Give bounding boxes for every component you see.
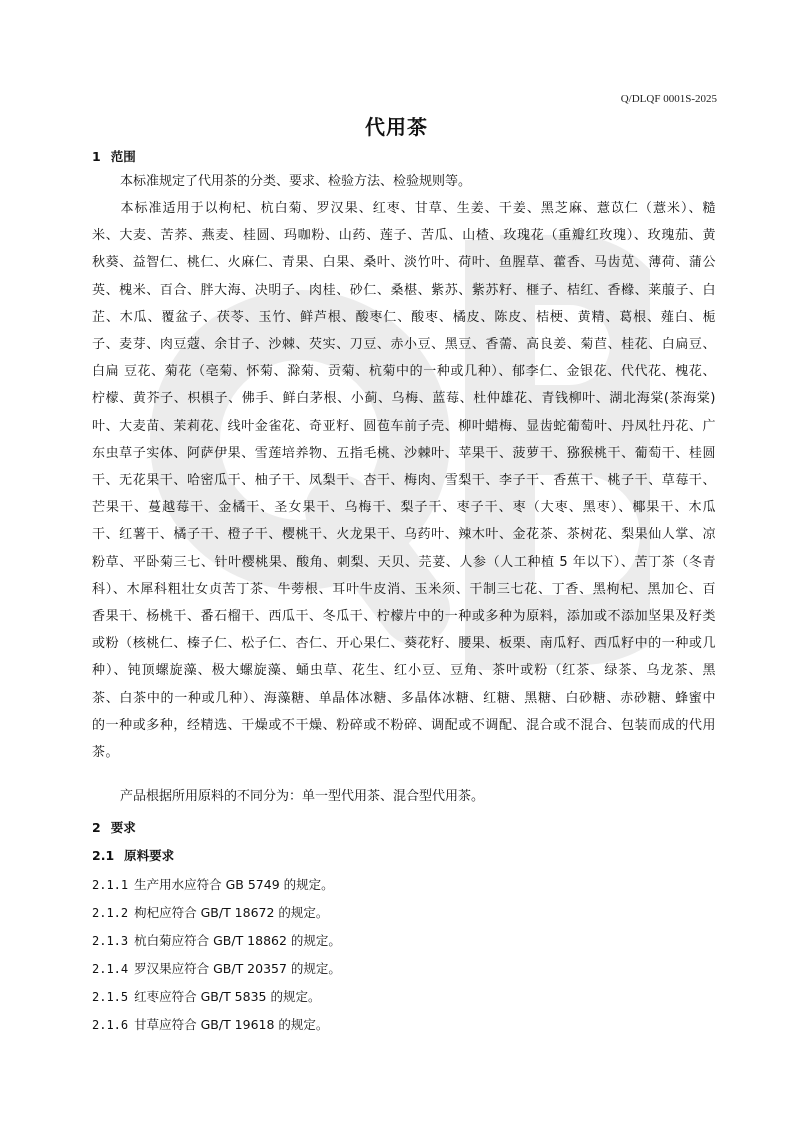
clause-item: [92, 903, 328, 921]
clause-number: 2.1.4: [92, 962, 129, 976]
clause-item: [92, 1015, 328, 1033]
clause-text: 甘草应符合 GB/T 19618 的规定。: [134, 1017, 329, 1032]
clause-text: 红枣应符合 GB/T 5835 的规定。: [134, 989, 321, 1004]
clause-text: 枸杞应符合 GB/T 18672 的规定。: [134, 905, 329, 920]
section-title: 原料要求: [124, 848, 175, 863]
clause-item: [92, 931, 341, 949]
clause-number: 2.1.6: [92, 1018, 129, 1032]
section-title: 范围: [110, 149, 136, 164]
clause-item: [92, 959, 341, 977]
section-number: 2: [92, 820, 101, 835]
clause-number: 2.1.1: [92, 878, 129, 892]
clause-number: 2.1.2: [92, 906, 129, 920]
document-title: 代用茶: [365, 115, 428, 139]
section-number: 1: [92, 149, 101, 164]
section-heading-requirements: [92, 818, 136, 836]
clause-item: [92, 987, 320, 1005]
clause-text: 生产用水应符合 GB 5749 的规定。: [134, 877, 334, 892]
clause-text: 罗汉果应符合 GB/T 20357 的规定。: [134, 961, 341, 976]
document-code: Q/DLQF 0001S-2025: [620, 93, 717, 105]
paragraph-text: 本标准规定了代用茶的分类、要求、检验方法、检验规则等。: [120, 174, 472, 189]
scope-paragraph-3: [92, 783, 716, 810]
scope-paragraph-1: [92, 168, 716, 195]
clause-text: 杭白菊应符合 GB/T 18862 的规定。: [134, 933, 341, 948]
section-title: 要求: [110, 820, 136, 835]
section-heading-raw-materials: [92, 846, 174, 864]
paragraph-text: 本标准适用于以枸杞、杭白菊、罗汉果、红枣、甘草、生姜、干姜、黑芝麻、薏苡仁（薏米）、糙米、大麦、苦荞、燕麦、桂圆、玛咖粉、山药、莲子、苦瓜、山楂、玫瑰花（重瓣红玫瑰）、玫瑰茄、黄秋葵、益智仁、桃仁、火麻仁、青果、白果、桑叶、淡竹叶、荷叶、鱼腥草、藿香、马齿苋、薄荷、蒲公英、槐米、百合、胖大海、决明子、肉桂、砂仁、桑椹、紫苏、紫苏籽、榧子、桔红、香橼、莱菔子、白芷、木瓜、覆盆子、茯苓、玉竹、鲜芦根、酸枣仁、酸枣、橘皮、陈皮、桔梗、黄精、葛根、薤白、栀子、麦芽、肉豆蔻、余甘子、沙棘、芡实、刀豆、赤小豆、黑豆、香薷、高良姜、菊苣、桂花、白扁豆、白扁 豆花、菊花（亳菊、怀菊、滁菊、贡菊、杭菊中的一种或几种）、郁李仁、金银花、代代花、槐花、柠檬、黄芥子、枳椇子、佛手、鲜白茅根、小蓟、乌梅、蓝莓、杜仲雄花、青钱柳叶、湖北海棠(茶海棠)叶、大麦苗、茉莉花、线叶金雀花、奇亚籽、圆苞车前子壳、柳叶蜡梅、显齿蛇葡萄叶、丹凤牡丹花、广东虫草子实体、阿萨伊果、雪莲培养物、五指毛桃、沙棘叶、苹果干、菠萝干、猕猴桃干、葡萄干、桂圆干、无花果干、哈密瓜干、柚子干、凤梨干、杏干、梅肉、雪梨干、李子干、香蕉干、桃子干、草莓干、芒果干、蔓越莓干、金橘干、圣女果干、乌梅干、梨子干、枣子干、枣（大枣、黑枣）、椰果干、木瓜干、红薯干、橘子干、橙子干、樱桃干、火龙果干、乌药叶、辣木叶、金花茶、茶树花、梨果仙人掌、凉粉草、平卧菊三七、针叶樱桃果、酸角、刺梨、天贝、芫荽、人参（人工种植 5 年以下）、苦丁茶（冬青科）、木犀科粗壮女贞苦丁茶、牛蒡根、耳叶牛皮消、玉米须、干制三七花、丁香、黑枸杞、黑加仑、百香果干、杨桃干、番石榴干、西瓜干、冬瓜干、柠檬片中的一种或多种为原料，添加或不添加坚果及籽类或粉（核桃仁、榛子仁、松子仁、杏仁、开心果仁、葵花籽、腰果、板栗、南瓜籽、西瓜籽中的一种或几种）、钝顶螺旋藻、极大螺旋藻、蛹虫草、花生、红小豆、豆角、茶叶或粉（红茶、绿茶、乌龙茶、黑茶、白茶中的一种或几种）、海藻糖、单晶体冰糖、多晶体冰糖、红糖、黑糖、白砂糖、赤砂糖、蜂蜜中的一种或多种，经精选、干燥或不干燥、粉碎或不粉碎、调配或不调配、混合或不混合、包装而成的代用茶。: [92, 201, 716, 761]
clause-item: [92, 875, 334, 893]
paragraph-text: 产品根据所用原料的不同分为：单一型代用茶、混合型代用茶。: [120, 789, 485, 804]
clause-number: 2.1.5: [92, 990, 129, 1004]
section-number: 2.1: [92, 848, 115, 863]
section-heading-scope: [92, 147, 136, 165]
scope-paragraph-2: [92, 195, 716, 766]
clause-number: 2.1.3: [92, 934, 129, 948]
